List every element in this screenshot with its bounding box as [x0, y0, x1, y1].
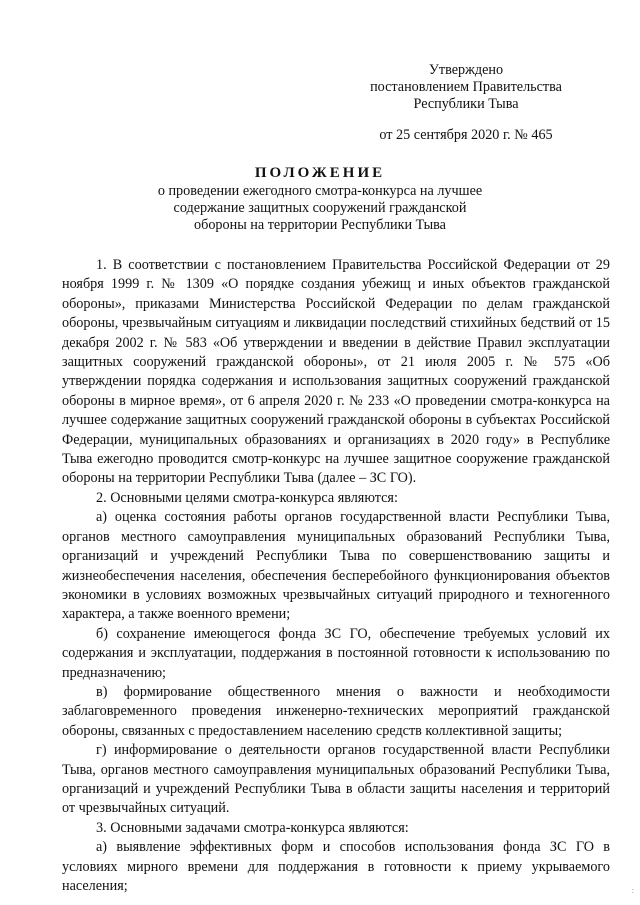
paragraph-2b: б) сохранение имеющегося фонда ЗС ГО, обеспечение требуемых условий их содержания и эксплуатации, поддержания в постоянной готовности к использованию по предназначению; [62, 625, 610, 681]
paragraph-3a: а) выявление эффективных форм и способов использования фонда ЗС ГО в условиях мирного времени для поддержания в готовности к приему укрываемого населения; [62, 839, 610, 894]
paragraph-2: 2. Основными целями смотра-конкурса являются: [96, 489, 398, 506]
approval-line-republic: Республики Тыва [413, 96, 519, 112]
subtitle-line-3: обороны на территории Республики Тыва [194, 217, 446, 233]
subtitle-line-2: содержание защитных сооружений гражданской [173, 200, 467, 216]
paragraph-2d: г) информирование о деятельности органов государственной власти Республики Тыва, органов местного самоуправления муниципальных образований Республики Тыва, организаций и учреждений Республики Тыва в области защиты населения и территорий от чрезвычайных ситуаций. [62, 742, 610, 817]
subtitle-line-1: о проведении ежегодного смотра-конкурса на лучшее [157, 183, 483, 199]
paragraph-1: 1. В соответствии с постановлением Правительства Российской Федерации от 29 ноября 1999 г. № 1309 «О порядке создания убежищ и иных объектов гражданской обороны», приказами Министерства Российской Федерации по делам гражданской обороны, чрезвычайным ситуациям и ликвидации последствий стихийных бедствий от 15 декабря 2002 г. № 583 «Об утверждении и введении в действие Правил эксплуатации защитных сооружений гражданской обороны», от 21 июля 2005 г. № 575 «Об утверждении порядка содержания и использования защитных сооружений гражданской обороны в мирное время», от 6 апреля 2020 г. № 233 «О проведении смотра-конкурса на лучшее содержание защитных сооружений гражданской обороны в субъектах Российской Федерации, муниципальных образованиях и организациях в 2020 году» в Республике Тыва ежегодно проводится смотр-конкурс на лучшее защитное сооружение гражданской обороны на территории Республики Тыва (далее – ЗС ГО). [62, 257, 610, 487]
approval-line-resolution: постановлением Правительства [370, 79, 562, 95]
paragraph-2c: в) формирование общественного мнения о важности и необходимости заблаговременного проведения инженерно-технических мероприятий гражданской обороны, связанных с предоставлением населению средств коллективной защиты; [62, 683, 610, 739]
document-title [0, 165, 640, 234]
document-heading: ПОЛОЖЕНИЕ [254, 165, 386, 181]
approval-line-approved: Утверждено [428, 62, 504, 78]
paragraph-2a: а) оценка состояния работы органов государственной власти Республики Тыва, органов местного самоуправления муниципальных образований Республики Тыва, организаций и учреждений Республики Тыва по совершенствованию защиты и жизнеобеспечения населения, обеспечения бесперебойного функционирования объектов экономики в условиях возможных чрезвычайных ситуаций природного и техногенного характера, а также военного времени; [62, 509, 610, 623]
approval-date: от 25 сентября 2020 г. № 465 [379, 127, 553, 143]
document-body [62, 256, 610, 896]
paragraph-3: 3. Основными задачами смотра-конкурса являются: [96, 819, 409, 836]
scan-margin-mark: : [631, 886, 634, 895]
approval-stamp [346, 62, 586, 144]
